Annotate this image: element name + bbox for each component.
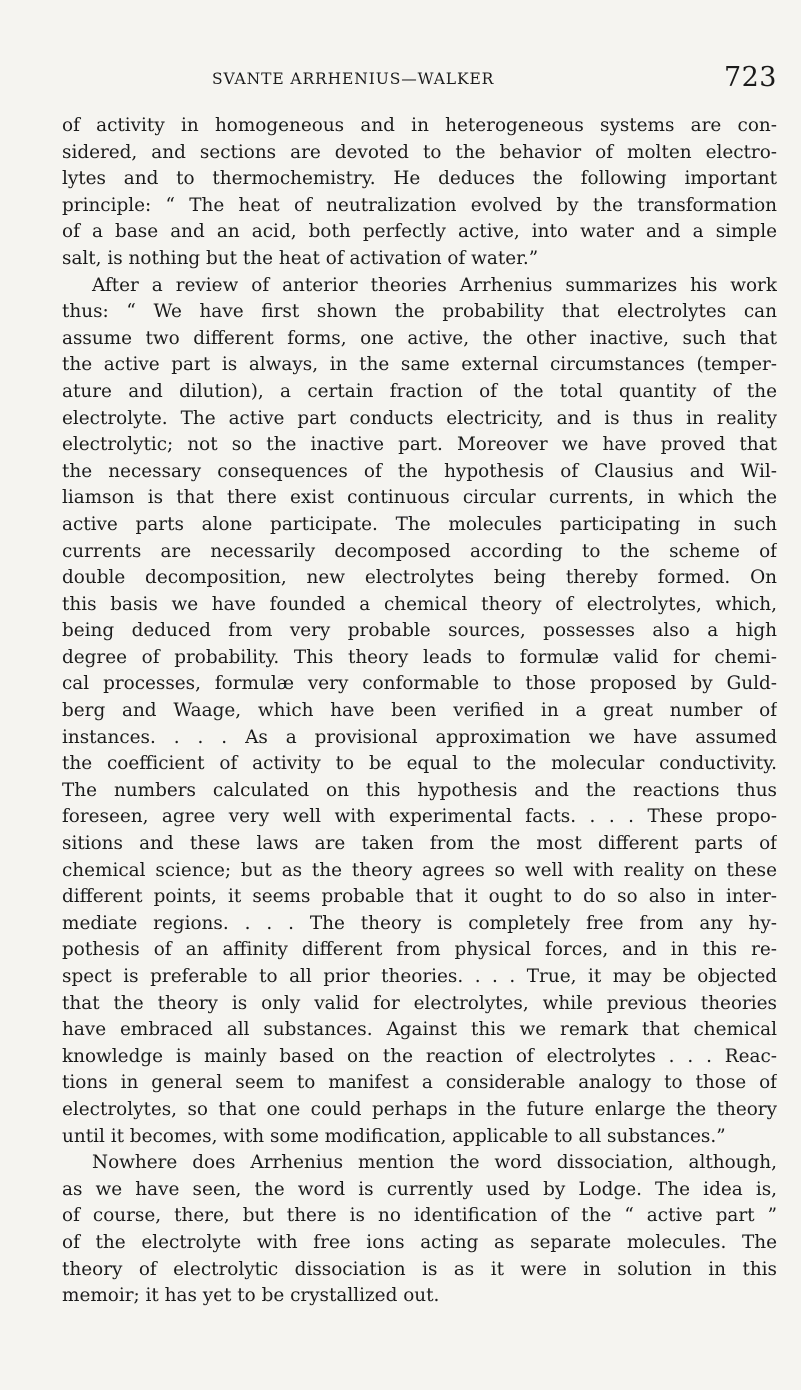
text-line: assume two different forms, one active, the other inactive, such that (62, 327, 777, 349)
text-line: spect is preferable to all prior theories. . . . True, it may be objected (62, 966, 777, 987)
text-line: tions in general seem to manifest a considerable analogy to those of (62, 1072, 777, 1094)
text-line: sidered, and sections are devoted to the behavior of molten electro- (62, 141, 777, 163)
text-line: thus: “ We have first shown the probability that electrolytes can (62, 301, 777, 323)
text-line: chemical science; but as the theory agrees so well with reality on these (62, 859, 777, 881)
text-line: cal processes, formulæ very conformable to those proposed by Guld- (62, 673, 777, 695)
text-line: the coefficient of activity to be equal to the molecular conductivity. (62, 753, 777, 775)
page-number: 723 (723, 62, 777, 93)
text-line: Nowhere does Arrhenius mention the word dissociation, although, (92, 1152, 777, 1174)
text-line: liamson is that there exist continuous circular currents, in which the (62, 487, 777, 509)
text-line: mediate regions. . . . The theory is completely free from any hy- (62, 912, 777, 934)
text-line: knowledge is mainly based on the reaction of electrolytes . . . Reac- (62, 1045, 777, 1067)
text-line: of a base and an acid, both perfectly active, into water and a simple (62, 221, 777, 243)
text-line: After a review of anterior theories Arrhenius summarizes his work (92, 274, 777, 296)
text-line: currents are necessarily decomposed according to the scheme of (62, 540, 777, 562)
text-line: that the theory is only valid for electrolytes, while previous theories (62, 992, 777, 1014)
text-line: foreseen, agree very well with experimental facts. . . . These propo- (62, 806, 777, 828)
running-title: SVANTE ARRHENIUS—WALKER (212, 70, 495, 88)
text-line: principle: “ The heat of neutralization evolved by the transformation (62, 194, 777, 216)
running-header (62, 64, 777, 104)
text-line: berg and Waage, which have been verified in a great number of (62, 700, 777, 722)
text-line: as we have seen, the word is currently used by Lodge. The idea is, (62, 1178, 777, 1200)
text-line: until it becomes, with some modification, applicable to all substances.” (62, 1125, 726, 1147)
text-line: of the electrolyte with free ions acting as separate molecules. The (62, 1231, 777, 1253)
text-line: degree of probability. This theory leads to formulæ valid for chemi- (62, 646, 777, 668)
body-text (62, 113, 777, 1310)
text-line: this basis we have founded a chemical theory of electrolytes, which, (62, 593, 777, 615)
text-line: have embraced all substances. Against this we remark that chemical (62, 1019, 777, 1041)
text-line: the active part is always, in the same external circumstances (temper- (62, 354, 777, 376)
text-line: electrolyte. The active part conducts electricity, and is thus in reality (62, 407, 777, 429)
text-line: double decomposition, new electrolytes being thereby formed. On (62, 567, 777, 589)
text-line: being deduced from very probable sources, possesses also a high (62, 620, 777, 642)
text-line: sitions and these laws are taken from the most different parts of (62, 833, 777, 855)
text-line: salt, is nothing but the heat of activation of water.” (62, 247, 539, 269)
text-line: instances. . . . As a provisional approximation we have assumed (62, 726, 777, 748)
text-line: of activity in homogeneous and in heterogeneous systems are con- (62, 115, 777, 136)
text-line: electrolytes, so that one could perhaps in the future enlarge the theory (62, 1098, 777, 1120)
text-line: electrolytic; not so the inactive part. Moreover we have proved that (62, 434, 777, 456)
text-line: lytes and to thermochemistry. He deduces the following important (62, 168, 777, 190)
text-line: active parts alone participate. The molecules participating in such (62, 513, 777, 535)
text-line: pothesis of an affinity different from physical forces, and in this re- (62, 939, 777, 961)
text-line: ature and dilution), a certain fraction of the total quantity of the (62, 380, 777, 402)
text-line: memoir; it has yet to be crystallized out. (62, 1285, 440, 1307)
text-line: of course, there, but there is no identification of the “ active part ” (62, 1205, 777, 1227)
text-line: theory of electrolytic dissociation is as it were in solution in this (62, 1258, 777, 1280)
text-line: The numbers calculated on this hypothesis and the reactions thus (62, 779, 777, 801)
text-line: the necessary consequences of the hypothesis of Clausius and Wil- (62, 460, 777, 482)
text-line: different points, it seems probable that it ought to do so also in inter- (62, 886, 777, 908)
